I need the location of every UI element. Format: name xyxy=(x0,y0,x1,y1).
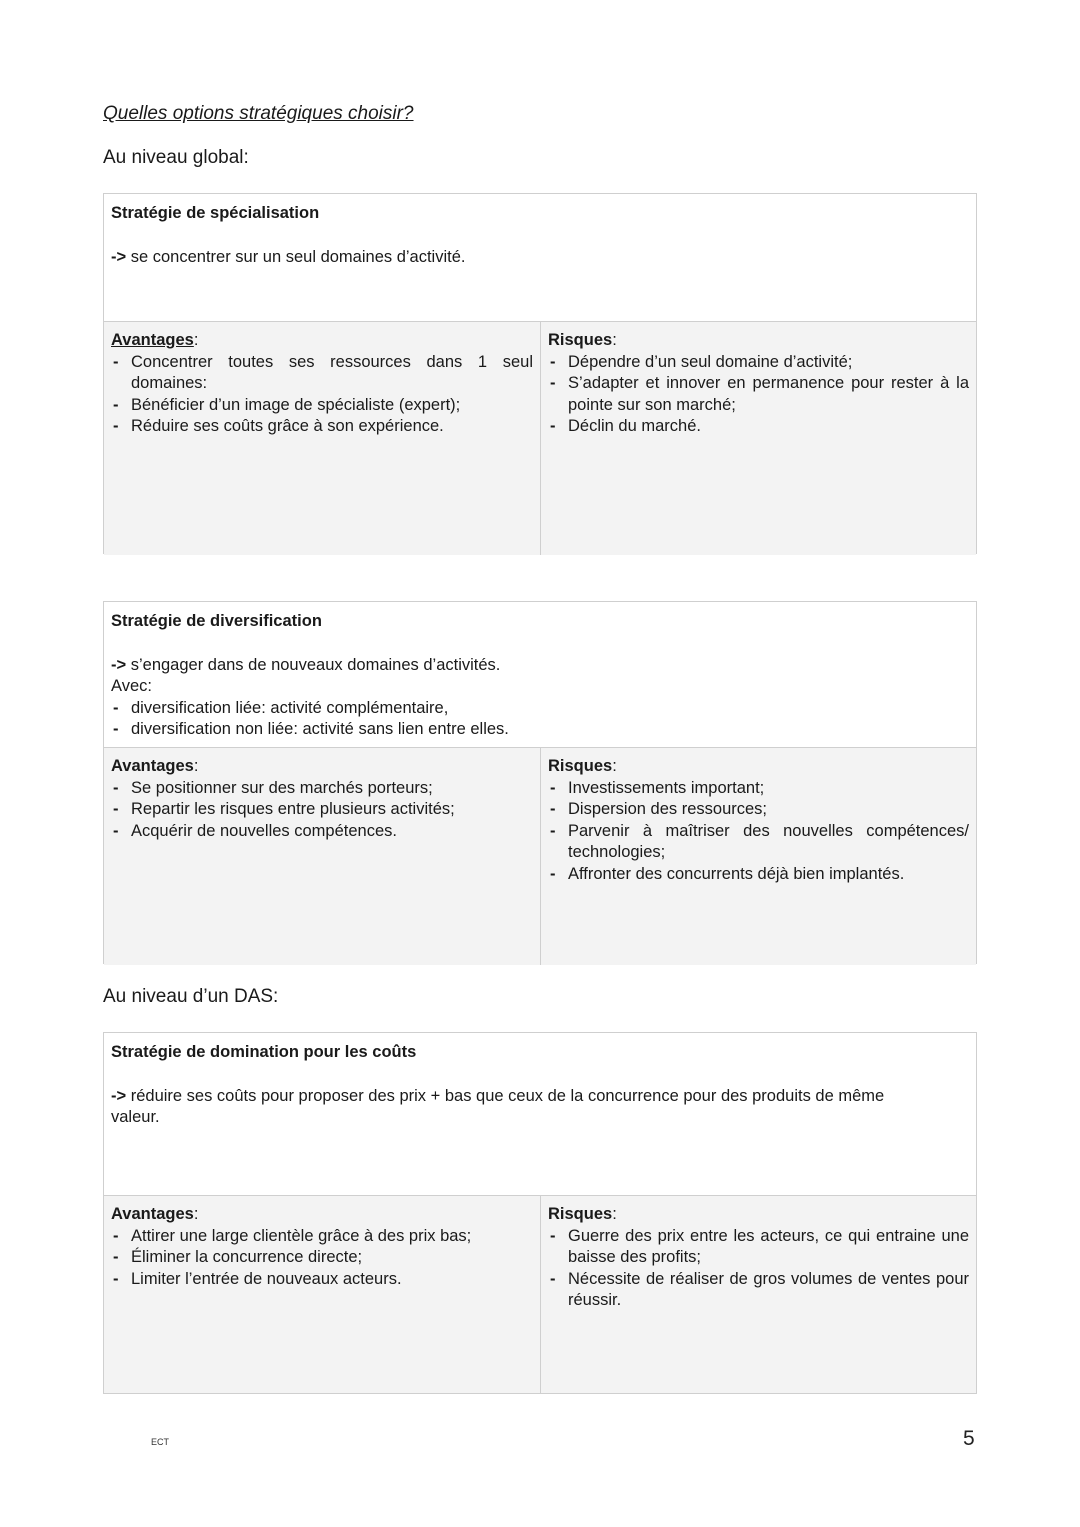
description-extra: Avec: xyxy=(111,677,152,695)
description-text: se concentrer sur un seul domaines d’activité. xyxy=(126,247,466,266)
list-item: - diversification liée: activité complémentaire, xyxy=(111,698,969,720)
strategy-description xyxy=(111,655,969,677)
list-item: - diversification non liée: activité sans lien entre elles. xyxy=(111,719,969,741)
list-item: - Se positionner sur des marchés porteurs; xyxy=(111,778,533,800)
arrow-marker: -> xyxy=(111,247,127,266)
list-item: - Déclin du marché. xyxy=(548,416,969,438)
description-text: s’engager dans de nouveaux domaines d’activités. xyxy=(126,655,501,674)
strategy-title: Stratégie de domination pour les coûts xyxy=(111,1043,417,1061)
list-item: - Guerre des prix entre les acteurs, ce qui entraine une baisse des profits; xyxy=(548,1226,969,1269)
list-item: - Réduire ses coûts grâce à son expérience. xyxy=(111,416,533,438)
risks-label: Risques: xyxy=(548,757,617,775)
list-item: - Dépendre d’un seul domaine d’activité; xyxy=(548,352,969,374)
strategy-header xyxy=(104,194,976,322)
advantages-column xyxy=(104,322,540,555)
advantages-label: Avantages: xyxy=(111,331,199,349)
list-item: - Limiter l’entrée de nouveaux acteurs. xyxy=(111,1269,533,1291)
page-number: 5 xyxy=(963,1427,975,1450)
strategy-description xyxy=(111,1086,969,1129)
list-item: - Concentrer toutes ses ressources dans 1 seul domaines: xyxy=(111,352,533,395)
list-item: - S’adapter et innover en permanence pour rester à la pointe sur son marché; xyxy=(548,373,969,416)
list-item: - Éliminer la concurrence directe; xyxy=(111,1247,533,1269)
risks-label: Risques: xyxy=(548,331,617,349)
strategy-header xyxy=(104,602,976,748)
strategy-description xyxy=(111,247,969,269)
level-global-label: Au niveau global: xyxy=(103,147,249,168)
list-item: - Affronter des concurrents déjà bien implantés. xyxy=(548,864,969,886)
risks-column xyxy=(540,322,976,555)
strategy-box-diversification xyxy=(103,601,977,964)
description-text: réduire ses coûts pour proposer des prix + bas que ceux de la concurrence pour des produits de même valeur. xyxy=(111,1086,885,1126)
arrow-marker: -> xyxy=(111,655,127,674)
list-item: - Repartir les risques entre plusieurs activités; xyxy=(111,799,533,821)
strategy-box-domination-couts xyxy=(103,1032,977,1394)
risks-column xyxy=(540,748,976,965)
strategy-title: Stratégie de spécialisation xyxy=(111,204,320,222)
advantages-label: Avantages: xyxy=(111,757,199,775)
advantages-label: Avantages: xyxy=(111,1205,199,1223)
risks-column xyxy=(540,1196,976,1393)
advantages-column xyxy=(104,1196,540,1393)
footer-label: ECT xyxy=(151,1437,169,1447)
list-item: - Acquérir de nouvelles compétences. xyxy=(111,821,533,843)
level-das-label: Au niveau d’un DAS: xyxy=(103,986,279,1007)
list-item: - Investissements important; xyxy=(548,778,969,800)
list-item: - Attirer une large clientèle grâce à des prix bas; xyxy=(111,1226,533,1248)
list-item: - Nécessite de réaliser de gros volumes de ventes pour réussir. xyxy=(548,1269,969,1312)
strategy-header xyxy=(104,1033,976,1196)
list-item: - Parvenir à maîtriser des nouvelles compétences/ technologies; xyxy=(548,821,969,864)
advantages-column xyxy=(104,748,540,965)
page-heading: Quelles options stratégiques choisir? xyxy=(103,103,414,124)
strategy-title: Stratégie de diversification xyxy=(111,612,322,630)
risks-label: Risques: xyxy=(548,1205,617,1223)
pros-cons-row xyxy=(104,322,976,555)
pros-cons-row xyxy=(104,1196,976,1393)
strategy-box-specialisation xyxy=(103,193,977,554)
arrow-marker: -> xyxy=(111,1086,127,1105)
pros-cons-row xyxy=(104,748,976,965)
list-item: - Bénéficier d’un image de spécialiste (expert); xyxy=(111,395,533,417)
list-item: - Dispersion des ressources; xyxy=(548,799,969,821)
